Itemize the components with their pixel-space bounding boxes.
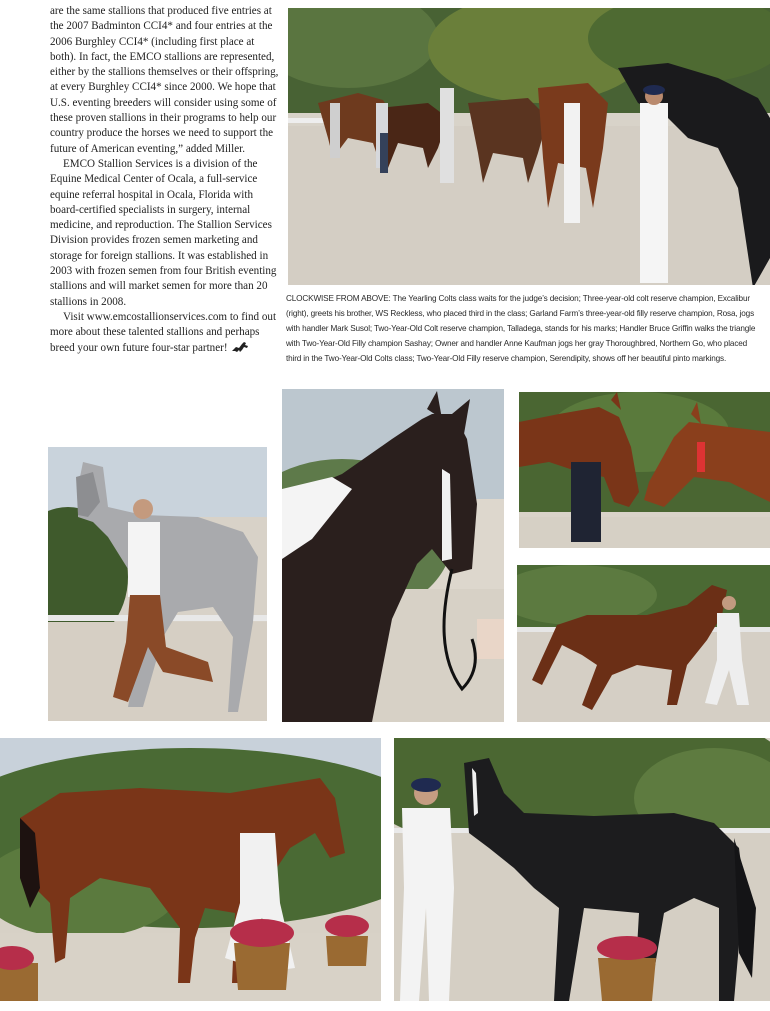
photo-black-colt-image [394,738,770,1001]
article-paragraph: are the same stallions that produced five entries at the 2007 Badminton CCI4* and four entries at the 2006 Burghley CCI4* (including first place at both). In fact, the EMCO stallions are represented, either by the stallions themselves or their offspring, at every Burghley CCI4* since 2000. We hope that U.S. eventing breeders will consider using some of these proven stallions in their programs to help our country produce the horses we need to support the future of American eventing,” added Miller. [50,5,279,155]
article-body [50,4,282,356]
article-paragraph [50,310,282,356]
photo-caption [286,291,764,366]
photo-filly-trot-image [517,565,770,722]
photo-two-colts-image [519,392,770,548]
horse-end-mark-icon [231,341,249,353]
photo-yearling-colts-image [288,8,770,285]
photo-filly-jog-flowers [0,738,381,1001]
photo-yearling-colts [288,8,770,285]
photo-black-colt [394,738,770,1001]
photo-two-colts [519,392,770,548]
article-paragraph-text: Visit www.emcostallionservices.com to find out more about these talented stallions and perhaps breed your own future four-star partner! [50,310,277,354]
photo-pinto-filly [282,389,504,722]
photo-filly-jog-flowers-image [0,738,381,1001]
photo-gray-horse-jog [48,447,267,721]
photo-filly-trot [517,565,770,722]
photo-pinto-filly-image [282,389,504,722]
caption-text: The Yearling Colts class waits for the judge’s decision; Three-year-old colt reserve champion, Excalibur (right), greets his brother, WS Reckless, who placed third in the class; Garland Farm’s three-year-old filly reserve champion, Rosa, jogs with handler Mark Susol; Two-Year-Old Colt reserve champion, Talladega, stands for his marks; Handler Bruce Griffin walks the triangle with Two-Year-Old Filly champion Sashay; Owner and handler Anne Kaufman jogs her gray Thoroughbred, Northern Go, who placed third in the Two-Year-Old Colts class; Two-Year-Old Filly reserve champion, Serendipity, shows off her beautiful pinto markings. [286,294,756,364]
caption-lead: CLOCKWISE FROM ABOVE: [286,294,391,303]
article-paragraph: EMCO Stallion Services is a division of the Equine Medical Center of Ocala, a full-service equine referral hospital in Ocala, Florida with board-certified specialists in surgery, internal medicine, and reproduction. The Stallion Services Division provides frozen semen marketing and storage for foreign stallions. It was established in 2003 with frozen semen from four British eventing stallions and will market semen for more than 20 stallions in 2008. [50,157,277,308]
photo-gray-horse-jog-image [48,447,267,721]
